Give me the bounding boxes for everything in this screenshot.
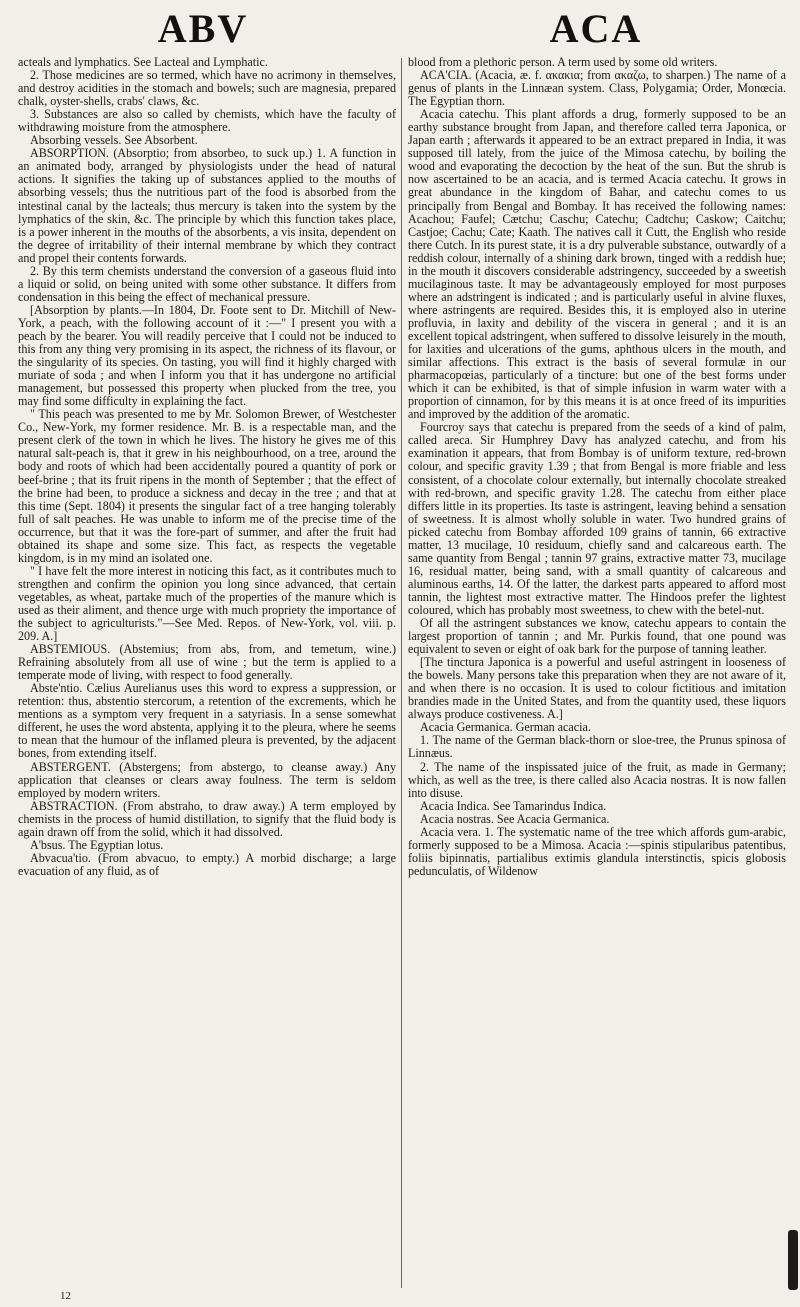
entry-paragraph: " This peach was presented to me by Mr. Solomon Brewer, of Westchester Co., New-York, my former residence. Mr. B. is a respectable man, and the present clerk of the town in which he lives. The history he gives me of this natural salt-peach is, that it grew in his neighbourhood, on a tree, around the body and roots of which had been accidentally poured a quantity of pork or beef-brine ; that its fruit ripens in the month of September ; that the effect of the brine had been, to produce a sickness and decay in the tree ; and that at this time (Sept. 1804) it presents the singular fact of a tree hanging tolerably full of salt peaches. He was unable to inform me of the precise time of the occurrence, but that it was the fore-part of summer, and after the fruit had obtained its shape and some size. This fact, as respects the vegetable kingdom, is in my mind an isolated one. [18,407,396,565]
entry-paragraph: 2. The name of the inspissated juice of the fruit, as made in Germany; which, as well as the tree, is there called also Acacia nostras. It is now fallen into disuse. [408,759,786,800]
entry-paragraph: 3. Substances are also so called by chemists, which have the faculty of withdrawing moisture from the atmosphere. [18,107,396,135]
entry-paragraph: 2. By this term chemists understand the conversion of a gaseous fluid into a liquid or solid, on being united with some other substance. It differs from condensation in this being the effect of mechanical pressure. [18,263,396,304]
running-head-right: ACA [549,6,643,51]
entry-paragraph: 2. Those medicines are so termed, which have no acrimony in themselves, and destroy acidities in the stomach and bowels; such are magnesia, prepared chalk, oyster-shells, crabs' claws, &c. [18,68,396,109]
entry-paragraph: Of all the astringent substances we know, catechu appears to contain the largest proportion of tannin ; and Mr. Purkis found, that one pound was equivalent to seven or eight of oak bark for the purpose of tanning leather. [408,616,786,657]
entry-paragraph: Absorbing vessels. See Absorbent. [30,133,198,148]
column-rule [401,58,402,1288]
entry-paragraph: Acacia Indica. See Tamarindus Indica. [420,798,607,813]
entry-paragraph: Abvacua'tio. (From abvacuo, to empty.) A morbid discharge; a large evacuation of any fluid, as of [18,850,396,878]
entry-paragraph: ABSTEMIOUS. (Abstemius; from abs, from, and temetum, wine.) Refraining absolutely from all use of wine ; but the term is applied to a temperate mode of living, with respect to food generally. [18,642,396,683]
entry-paragraph: Acacia vera. 1. The systematic name of the tree which affords gum-arabic, formerly supposed to be a Mimosa. Acacia :—spinis stipularibus patentibus, foliis bipinnatis, partialibus extimis glandula interstinctis, spicis globosis pedunculatis, of Wildenow [408,824,786,878]
entry-paragraph: ACA'CIA. (Acacia, æ. f. ακακια; from ακαζω, to sharpen.) The name of a genus of plants in the Linnæan system. Class, Polygamia; Order, Monœcia. The Egyptian thorn. [408,68,786,109]
entry-paragraph: acteals and lymphatics. See Lacteal and Lymphatic. [18,56,268,69]
entry-paragraph: Acacia catechu. This plant affords a drug, formerly supposed to be an earthy substance brought from Japan, and therefore called terra Japonica, or Japan earth ; afterwards it appeared to be an extract prepared in India, it was supposed till lately, from the juice of the Mimosa catechu, by boiling the wood and evaporating the decoction by the heat of the sun. But the shrub is now ascertained to be an acacia, and is termed Acacia catechu. It grows in great abundance in the kingdom of Bahar, and catechu comes to us principally from Bengal and Bombay. It has received the following names: Acachou; Faufel; Cætchu; Caschu; Catechu; Cadtchu; Caskow; Caitchu; Castjoe; Cachu; Cate; Kaath. The natives call it Cutt, the English who reside there Cutch. In its purest state, it is a dry pulverable substance, outwardly of a reddish colour, internally of a shining dark brown, tinged with a reddish hue; in the mouth it discovers considerable adstringency, succeeded by a sweetish mucilaginous taste. It may be advantageously employed for most purposes where an adstringent is indicated ; and is particularly useful in alvine fluxes, where astringents are required. Besides this, it is employed also in uterine profluvia, in laxity and debility of the viscera in general ; and it is an excellent topical adstringent, when suffered to dissolve leisurely in the mouth, for laxities and ulcerations of the gums, aphthous ulcers in the mouth, and similar affections. This extract is the basis of several formulæ in our pharmacopœias, particularly of a tincture: but one of the best forms under which it can be exhibited, is that of simple infusion in warm water with a proportion of cinnamon, for by this means it is at once freed of its impurities and improved by the addition of the aromatic. [408,107,786,422]
entry-paragraph: Abste'ntio. Cælius Aurelianus uses this word to express a suppression, or retention: thus, abstentio stercorum, a retention of the excrements, which he mentions as a symptom very frequent in a satyriasis. In a sense somewhat different, he uses the word abstenta, applying it to the pleura, where he seems to mean that the humour of the inflamed pleura is prevented, by the adjacent bones, from extending itself. [18,681,396,761]
entry-paragraph: Acacia nostras. See Acacia Germanica. [420,811,610,826]
left-column [18,56,396,1287]
page-edge-mark [788,1230,798,1290]
page-number: 12 [60,1290,71,1302]
entry-paragraph: blood from a plethoric person. A term used by some old writers. [408,56,718,69]
entry-paragraph: ABSORPTION. (Absorptio; from absorbeo, to suck up.) 1. A function in an animated body, arranged by physiologists under the head of natural actions. It signifies the taking up of substances applied to the mouths of absorbing vessels; thus the nutritious part of the food is absorbed from the intestinal canal by the lacteals; thus mercury is taken into the system by the lymphatics of the skin, &c. The principle by which this function takes place, is a power inherent in the mouths of the absorbents, a vis insita, dependent on the degree of irritability of their internal membrane by which they contract and propel their contents forwards. [18,146,396,265]
right-column [408,56,786,1287]
entry-paragraph: [The tinctura Japonica is a powerful and useful astringent in looseness of the bowels. Many persons take this preparation when they are not aware of it, and when there is no occasion. It is used to colour fictitious and imitation brandies made in the United States, and from the quantity used, these liquors always produce costiveness. A.] [408,655,786,722]
entry-paragraph: Acacia Germanica. German acacia. [420,720,591,735]
entry-paragraph: 1. The name of the German black-thorn or sloe-tree, the Prunus spinosa of Linnæus. [408,733,786,761]
running-head-left: ABV [157,6,249,51]
entry-paragraph: ABSTERGENT. (Abstergens; from abstergo, to cleanse away.) Any application that cleanses or clears away foulness. The term is seldom employed by modern writers. [18,759,396,800]
entry-paragraph: A'bsus. The Egyptian lotus. [30,837,164,852]
entry-paragraph: " I have felt the more interest in noticing this fact, as it contributes much to strengthen and confirm the opinion you long since advanced, that certain vegetables, as wheat, partake much of the properties of the manure which is used as their aliment, and thence urge with much propriety the importance of the subject to agriculturists."—See Med. Repos. of New-York, vol. viii. p. 209. A.] [18,563,396,644]
entry-paragraph: Fourcroy says that catechu is prepared from the seeds of a kind of palm, called areca. Sir Humphrey Davy has analyzed catechu, and from his examination it appears, that from Bombay is of uniform texture, red-brown colour, and specific gravity 1.39 ; that from Bengal is more friable and less consistent, of a chocolate colour externally, but internally chocolate streaked with red-brown, and specific gravity 1.28. The catechu from either place differs little in its properties. Its taste is astringent, leaving behind a sensation of sweetness. It is almost wholly soluble in water. Two hundred grains of picked catechu from Bombay afforded 109 grains of tannin, 66 extractive matter, 13 mucilage, 10 residuum, chiefly sand and calcareous earth. The same quantity from Bengal ; tannin 97 grains, extractive matter 73, mucilage 16, residual matter, being sand, with a small quantity of calcareous and aluminous earths, 14. Of the latter, the darkest parts appeared to afford most tannin, the lightest most extractive matter. The Hindoos prefer the lightest coloured, which has probably most sweetness, to chew with the betel-nut. [408,420,786,617]
entry-paragraph: [Absorption by plants.—In 1804, Dr. Foote sent to Dr. Mitchill of New-York, a peach, with the following account of it :—" I present you with a peach by the bearer. You will readily perceive that I could not be induced to this from any thing very promising in its aspect, the richness of its flavour, or the singularity of its species. On tasting, you will find it highly charged with muriate of soda ; and when I inform you that it has undergone no artificial management, but possessed this property when plucked from the tree, you may find some difficulty in explaining the fact. [18,302,396,409]
entry-paragraph: ABSTRACTION. (From abstraho, to draw away.) A term employed by chemists in the process of humid distillation, to signify that the fluid body is again drawn off from the solid, which it had dissolved. [18,798,396,839]
